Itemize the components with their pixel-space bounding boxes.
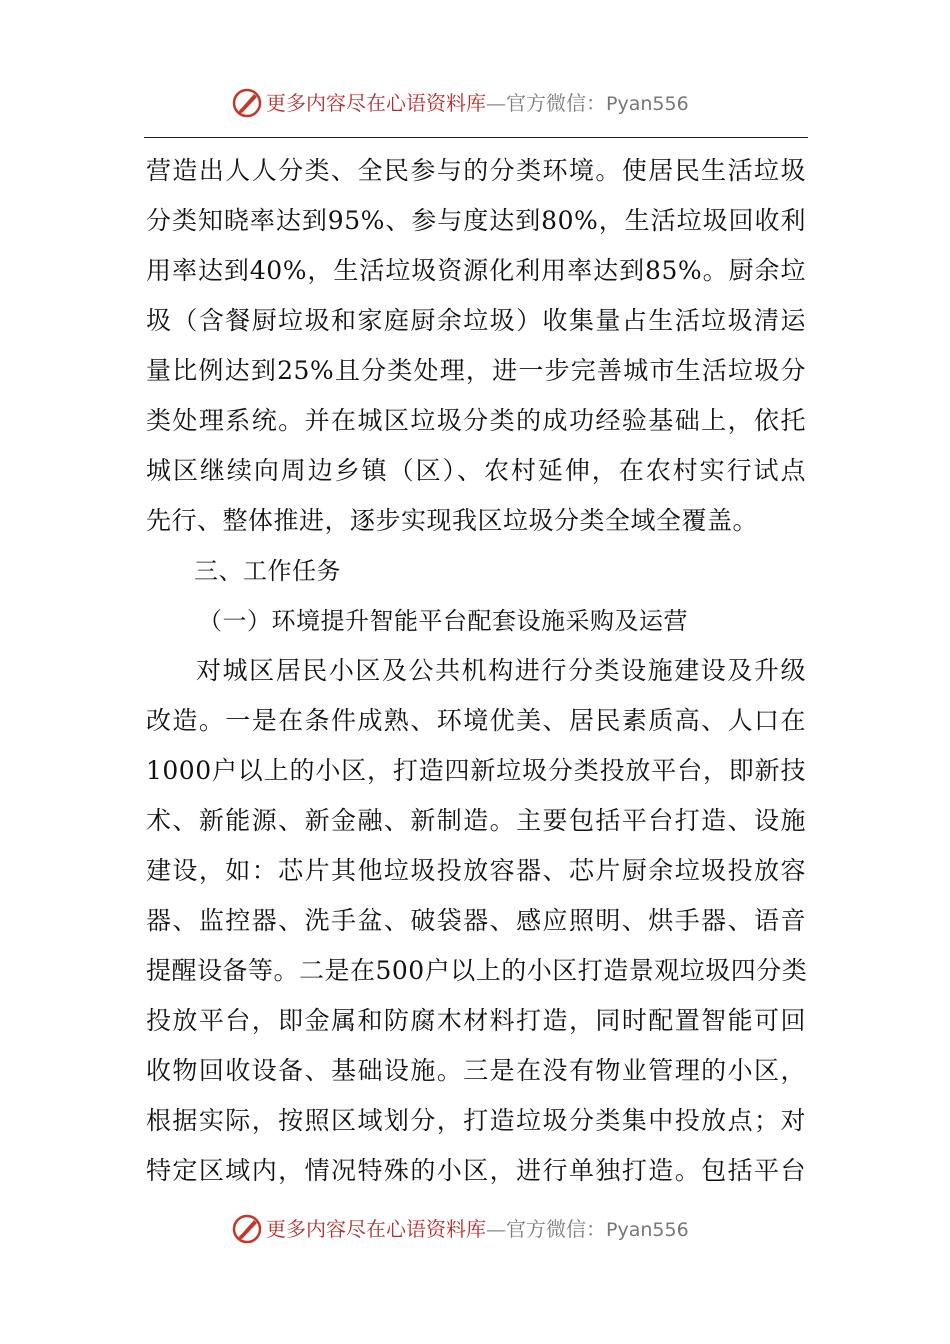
body-line: 1000户以上的小区，打造四新垃圾分类投放平台，即新技: [146, 756, 806, 785]
subsection-heading: （一）环境提升智能平台配套设施采购及运营: [198, 607, 688, 635]
banner-separator: —: [486, 91, 506, 115]
site-name: 更多内容尽在心语资料库: [266, 1217, 486, 1241]
banner-text: [266, 1214, 689, 1245]
body-line: 圾（含餐厨垃圾和家庭厨余垃圾）收集量占生活垃圾清运: [146, 306, 806, 335]
body-line: 量比例达到25%且分类处理，进一步完善城市生活垃圾分: [146, 356, 806, 385]
document-body: [146, 146, 806, 1196]
pen-circle-logo-icon: [230, 86, 264, 120]
site-name: 更多内容尽在心语资料库: [266, 91, 486, 115]
pen-circle-logo-icon: [230, 1212, 264, 1246]
body-line: 城区继续向周边乡镇（区）、农村延伸，在农村实行试点: [146, 456, 806, 485]
body-line: 根据实际，按照区域划分，打造垃圾分类集中投放点；对: [146, 1106, 806, 1135]
body-line: 特定区域内，情况特殊的小区，进行单独打造。包括平台: [146, 1156, 806, 1185]
body-line: 分类知晓率达到95%、参与度达到80%，生活垃圾回收利: [146, 206, 806, 235]
wechat-label: 官方微信：: [506, 1217, 606, 1241]
section-heading: 三、工作任务: [194, 557, 341, 585]
wechat-id: Pyan556: [606, 1219, 689, 1241]
body-line: 对城区居民小区及公共机构进行分类设施建设及升级: [196, 656, 806, 685]
body-line: 投放平台，即金属和防腐木材料打造，同时配置智能可回: [146, 1006, 806, 1035]
body-line: 先行、整体推进，逐步实现我区垃圾分类全域全覆盖。: [146, 506, 759, 535]
body-line: 类处理系统。并在城区垃圾分类的成功经验基础上，依托: [146, 406, 806, 435]
body-line: 器、监控器、洗手盆、破袋器、感应照明、烘手器、语音: [146, 906, 806, 935]
header-rule: [144, 137, 808, 138]
footer-banner: [0, 1208, 950, 1252]
body-line: 提醒设备等。二是在500户以上的小区打造景观垃圾四分类: [146, 956, 808, 985]
body-line: 收物回收设备、基础设施。三是在没有物业管理的小区，: [146, 1056, 806, 1085]
banner-separator: —: [486, 1217, 506, 1241]
wechat-id: Pyan556: [606, 93, 689, 115]
header-banner: [0, 82, 950, 126]
body-line: 营造出人人分类、全民参与的分类环境。使居民生活垃圾: [146, 156, 806, 185]
body-line: 用率达到40%，生活垃圾资源化利用率达到85%。厨余垃: [146, 256, 806, 285]
body-line: 术、新能源、新金融、新制造。主要包括平台打造、设施: [146, 806, 806, 835]
body-line: 改造。一是在条件成熟、环境优美、居民素质高、人口在: [146, 706, 806, 735]
wechat-label: 官方微信：: [506, 91, 606, 115]
body-line: 建设，如：芯片其他垃圾投放容器、芯片厨余垃圾投放容: [146, 856, 806, 885]
banner-text: [266, 88, 689, 119]
